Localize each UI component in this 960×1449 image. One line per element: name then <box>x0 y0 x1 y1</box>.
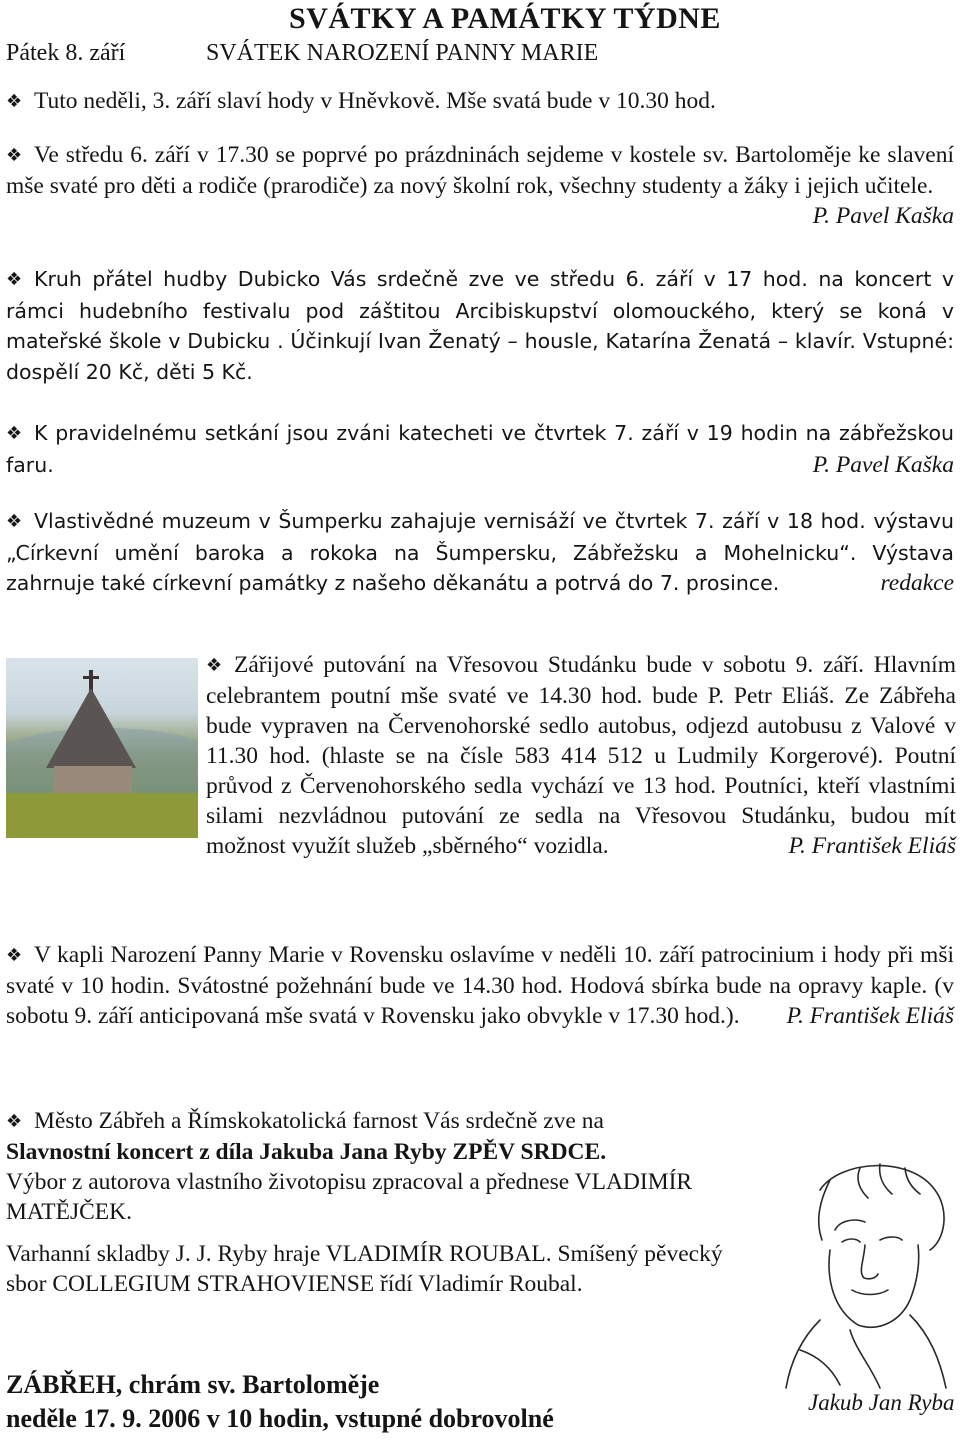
announcement-2: ❖ Ve středu 6. září v 17.30 se poprvé po prázdninách sejdeme v kostele sv. Bartoloměje ke slavení mše svaté pro děti a rodiče (prarodiče) za nový školní rok, všechny studenty a žáky i jejich učitele. P. Pavel Kaška <box>6 142 954 229</box>
concert-music: Varhanní skladby J. J. Ryby hraje VLADIMÍR ROUBAL. Smíšený pěvecký sbor COLLEGIUM STRAHOVIENSE řídí Vladimír Roubal. <box>6 1241 723 1297</box>
signature: P. Pavel Kaška <box>812 203 954 229</box>
announcement-6: ❖ Zářijové putování na Vřesovou Studánku bude v sobotu 9. září. Hlavním celebrantem poutní mše svaté ve 14.30 hod. bude P. Petr Eliáš. Ze Zábřeha bude vypraven na Červenohorské sedlo autobus, odjezd autobusu z Valové v 11.30 hod. (hlaste se na čísle 583 414 512 u Ludmily Korgerové). Poutní průvod z Červenohorského sedla vychází ve 13 hod. Poutníci, kteří vlastními silami nezvládnou putování ze sedla na Vřesovou Studánku, budou mít možnost využít služeb „sběrného“ vozidla. P. František Eliáš <box>206 652 956 859</box>
announcement-7: ❖ V kapli Narození Panny Marie v Rovensku oslavíme v neděli 10. září patrocinium i hody při mši svaté v 10 hodin. Svátostné požehnání bude ve 14.30 hod. Hodová sbírka bude na opravy kaple. (v sobotu 9. září anticipovaná mše svatá v Rovensku jako obvykle v 17.30 hod.). P. František Eliáš <box>6 942 954 1029</box>
composer-portrait-drawing <box>760 1150 956 1390</box>
announcement-3: ❖ Kruh přátel hudby Dubicko Vás srdečně zve ve středu 6. září v 17 hod. na koncert v rámci hudebního festivalu pod záštitou Arcibiskupství olomouckého, který se koná v mateřské škole v Dubicku . Účinkují Ivan Ženatý – housle, Katarína Ženatá – klavír. Vstupné: dospělí 20 Kč, děti 5 Kč. <box>6 267 954 384</box>
diamond-bullet-icon: ❖ <box>6 1111 23 1132</box>
feast-line <box>6 40 599 67</box>
diamond-bullet-icon: ❖ <box>6 91 23 112</box>
signature: redakce <box>880 570 954 596</box>
signature: P. František Eliáš <box>786 1003 954 1029</box>
diamond-bullet-icon: ❖ <box>6 269 23 290</box>
concert-title: Slavnostní koncert z díla Jakuba Jana Ryby ZPĚV SRDCE. <box>6 1139 607 1165</box>
diamond-bullet-icon: ❖ <box>6 511 23 532</box>
diamond-bullet-icon: ❖ <box>206 655 223 676</box>
concert-narration: Výbor z autorova vlastního životopisu zpracoval a přednese VLADIMÍR MATĚJČEK. <box>6 1169 693 1225</box>
diamond-bullet-icon: ❖ <box>6 423 23 444</box>
signature: P. František Eliáš <box>788 833 956 859</box>
concert-block <box>6 1106 726 1299</box>
signature: P. Pavel Kaška <box>812 451 954 478</box>
feast-date: Pátek 8. září <box>6 40 126 66</box>
diamond-bullet-icon: ❖ <box>6 945 23 966</box>
announcement-1: ❖ Tuto neděli, 3. září slaví hody v Hněvkově. Mše svatá bude v 10.30 hod. <box>6 86 954 117</box>
page-title: SVÁTKY A PAMÁTKY TÝDNE <box>289 2 721 35</box>
diamond-bullet-icon: ❖ <box>6 145 23 166</box>
feast-name: SVÁTEK NAROZENÍ PANNY MARIE <box>206 40 599 66</box>
portrait-caption: Jakub Jan Ryba <box>808 1390 955 1415</box>
announcement-5: ❖ Vlastivědné muzeum v Šumperku zahajuje vernisáží ve čtvrtek 7. září v 18 hod. výstavu „Církevní umění baroka a rokoka na Šumpersku, Zábřežsku a Mohelnicku“. Výstava zahrnuje také církevní památky z našeho děkanátu a potrvá do 7. prosince. redakce <box>6 506 954 599</box>
concert-place: ZÁBŘEH, chrám sv. Bartoloměje <box>6 1370 380 1399</box>
concert-time: neděle 17. 9. 2006 v 10 hodin, vstupné dobrovolné <box>6 1404 554 1433</box>
concert-intro: Město Zábřeh a Římskokatolická farnost Vás srdečně zve na <box>34 1108 604 1134</box>
announcement-4: ❖ K pravidelnému setkání jsou zváni katecheti ve čtvrtek 7. září v 19 hodin na zábřežskou faru. P. Pavel Kaška <box>6 418 954 480</box>
